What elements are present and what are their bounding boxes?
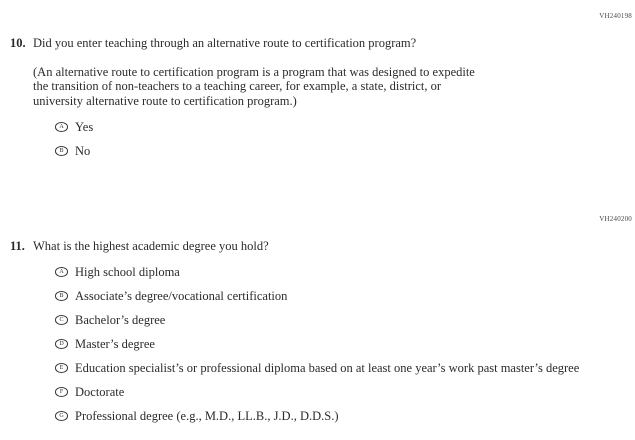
option-label: Professional degree (e.g., M.D., LL.B., J.D., D.D.S.) (75, 408, 339, 423)
option-professional-degree[interactable] (55, 409, 632, 423)
question-10-text: Did you enter teaching through an alternative route to certification program? (33, 36, 417, 50)
option-high-school-diploma[interactable] (55, 265, 632, 279)
option-label: Bachelor’s degree (75, 312, 166, 327)
option-doctorate[interactable] (55, 385, 632, 399)
option-label: Master’s degree (75, 336, 155, 351)
option-associates-degree[interactable] (55, 289, 632, 303)
answer-bubble-b-icon[interactable]: B (55, 146, 68, 156)
option-education-specialist[interactable] (55, 361, 632, 375)
answer-bubble-a-icon[interactable]: A (55, 122, 68, 132)
option-label: Yes (75, 119, 94, 134)
question-11-accession-code: VH240200 (599, 214, 632, 223)
question-10-accession-code: VH240198 (599, 12, 632, 20)
answer-bubble-g-icon[interactable]: G (55, 411, 68, 421)
answer-bubble-a-icon[interactable]: A (55, 267, 68, 277)
option-label: Doctorate (75, 384, 125, 399)
option-label: Associate’s degree/vocational certification (75, 288, 288, 303)
answer-bubble-b-icon[interactable]: B (55, 291, 68, 301)
option-bachelors-degree[interactable] (55, 313, 632, 327)
option-label: Education specialist’s or professional diploma based on at least one year’s work past master’s degree (75, 360, 580, 375)
answer-bubble-d-icon[interactable]: D (55, 339, 68, 349)
option-label: High school diploma (75, 264, 180, 279)
answer-bubble-f-icon[interactable]: F (55, 387, 68, 397)
option-yes[interactable] (55, 120, 632, 134)
question-10-number: 10. (10, 36, 26, 50)
question-11-text: What is the highest academic degree you hold? (33, 238, 269, 253)
answer-bubble-c-icon[interactable]: C (55, 315, 68, 325)
answer-bubble-e-icon[interactable]: E (55, 363, 68, 373)
question-11-number: 11. (10, 238, 25, 253)
option-masters-degree[interactable] (55, 337, 632, 351)
question-10-options (55, 120, 632, 158)
option-label: No (75, 143, 91, 158)
option-no[interactable] (55, 144, 632, 158)
question-10-note: (An alternative route to certification program is a program that was designed to expedite the transition of non-teachers to a teaching career, for example, a state, district, or university alternative route to certification program.) (33, 65, 475, 108)
question-10-heading (10, 36, 632, 50)
question-11-options (55, 265, 632, 423)
question-11-heading (10, 239, 632, 253)
